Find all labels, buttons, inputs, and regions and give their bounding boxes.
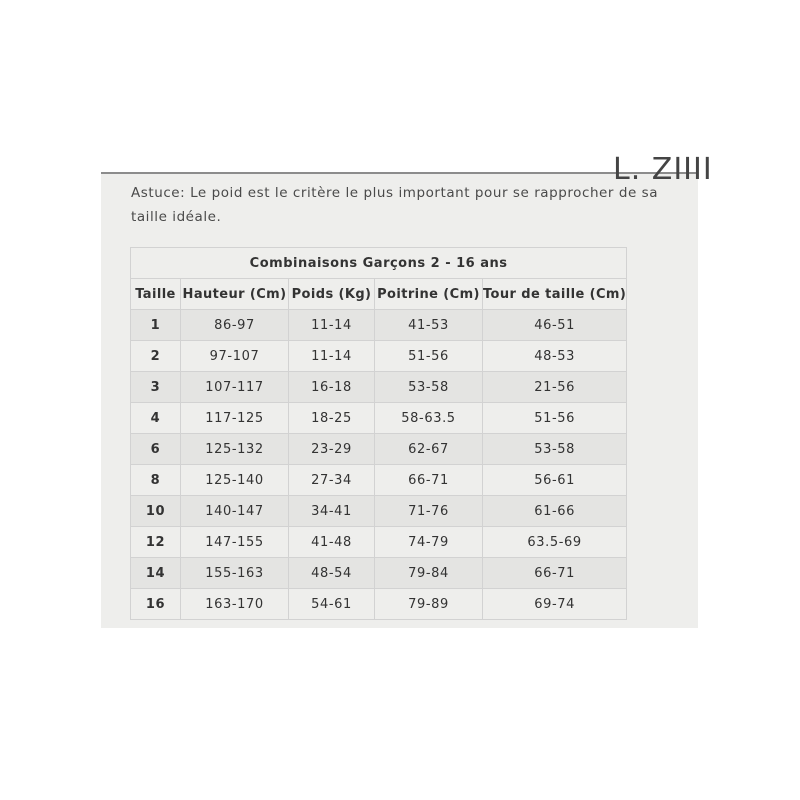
cell-tour-de-taille: 56-61 [483, 465, 627, 496]
table-row [131, 341, 627, 372]
cell-poids: 41-48 [289, 527, 375, 558]
cell-hauteur: 125-140 [181, 465, 289, 496]
cell-tour-de-taille: 21-56 [483, 372, 627, 403]
cell-tour-de-taille: 53-58 [483, 434, 627, 465]
table-row [131, 372, 627, 403]
cell-poitrine: 79-84 [375, 558, 483, 589]
cell-hauteur: 147-155 [181, 527, 289, 558]
cell-tour-de-taille: 66-71 [483, 558, 627, 589]
cell-hauteur: 117-125 [181, 403, 289, 434]
cell-poitrine: 58-63.5 [375, 403, 483, 434]
cell-poids: 18-25 [289, 403, 375, 434]
table-row [131, 434, 627, 465]
cell-poids: 11-14 [289, 341, 375, 372]
table-row [131, 310, 627, 341]
column-header-tour-de-taille: Tour de taille (Cm) [483, 279, 627, 310]
cell-poids: 34-41 [289, 496, 375, 527]
cell-taille: 2 [131, 341, 181, 372]
column-header-poids: Poids (Kg) [289, 279, 375, 310]
table-header-row [131, 279, 627, 310]
cell-taille: 8 [131, 465, 181, 496]
cell-taille: 16 [131, 589, 181, 620]
cell-hauteur: 107-117 [181, 372, 289, 403]
cell-taille: 12 [131, 527, 181, 558]
cell-taille: 14 [131, 558, 181, 589]
column-header-poitrine: Poitrine (Cm) [375, 279, 483, 310]
table-row [131, 527, 627, 558]
cell-poitrine: 53-58 [375, 372, 483, 403]
cell-poids: 16-18 [289, 372, 375, 403]
cell-hauteur: 155-163 [181, 558, 289, 589]
table-row [131, 403, 627, 434]
table-caption: Combinaisons Garçons 2 - 16 ans [131, 248, 627, 279]
cell-poids: 23-29 [289, 434, 375, 465]
cell-tour-de-taille: 69-74 [483, 589, 627, 620]
cell-hauteur: 97-107 [181, 341, 289, 372]
table-row [131, 465, 627, 496]
cell-poids: 54-61 [289, 589, 375, 620]
cell-taille: 1 [131, 310, 181, 341]
cell-poitrine: 62-67 [375, 434, 483, 465]
size-table [130, 247, 627, 620]
cell-poids: 48-54 [289, 558, 375, 589]
cell-poids: 11-14 [289, 310, 375, 341]
cell-poitrine: 74-79 [375, 527, 483, 558]
tip-text: Astuce: Le poid est le critère le plus important pour se rapprocher de sa taille idéale. [131, 185, 659, 225]
cell-taille: 10 [131, 496, 181, 527]
cell-hauteur: 140-147 [181, 496, 289, 527]
cell-tour-de-taille: 61-66 [483, 496, 627, 527]
cell-taille: 4 [131, 403, 181, 434]
cell-poitrine: 79-89 [375, 589, 483, 620]
cell-tour-de-taille: 48-53 [483, 341, 627, 372]
column-header-taille: Taille [131, 279, 181, 310]
clipped-heading: L. ZIIII [613, 152, 713, 187]
cell-poitrine: 71-76 [375, 496, 483, 527]
cell-tour-de-taille: 63.5-69 [483, 527, 627, 558]
table-row [131, 558, 627, 589]
cell-poitrine: 66-71 [375, 465, 483, 496]
cell-taille: 6 [131, 434, 181, 465]
cell-hauteur: 86-97 [181, 310, 289, 341]
cell-tour-de-taille: 51-56 [483, 403, 627, 434]
cell-poitrine: 51-56 [375, 341, 483, 372]
cell-hauteur: 163-170 [181, 589, 289, 620]
cell-hauteur: 125-132 [181, 434, 289, 465]
cell-taille: 3 [131, 372, 181, 403]
cell-poitrine: 41-53 [375, 310, 483, 341]
size-guide-panel [101, 152, 713, 628]
cell-poids: 27-34 [289, 465, 375, 496]
table-row [131, 589, 627, 620]
column-header-hauteur: Hauteur (Cm) [181, 279, 289, 310]
cell-tour-de-taille: 46-51 [483, 310, 627, 341]
table-row [131, 496, 627, 527]
